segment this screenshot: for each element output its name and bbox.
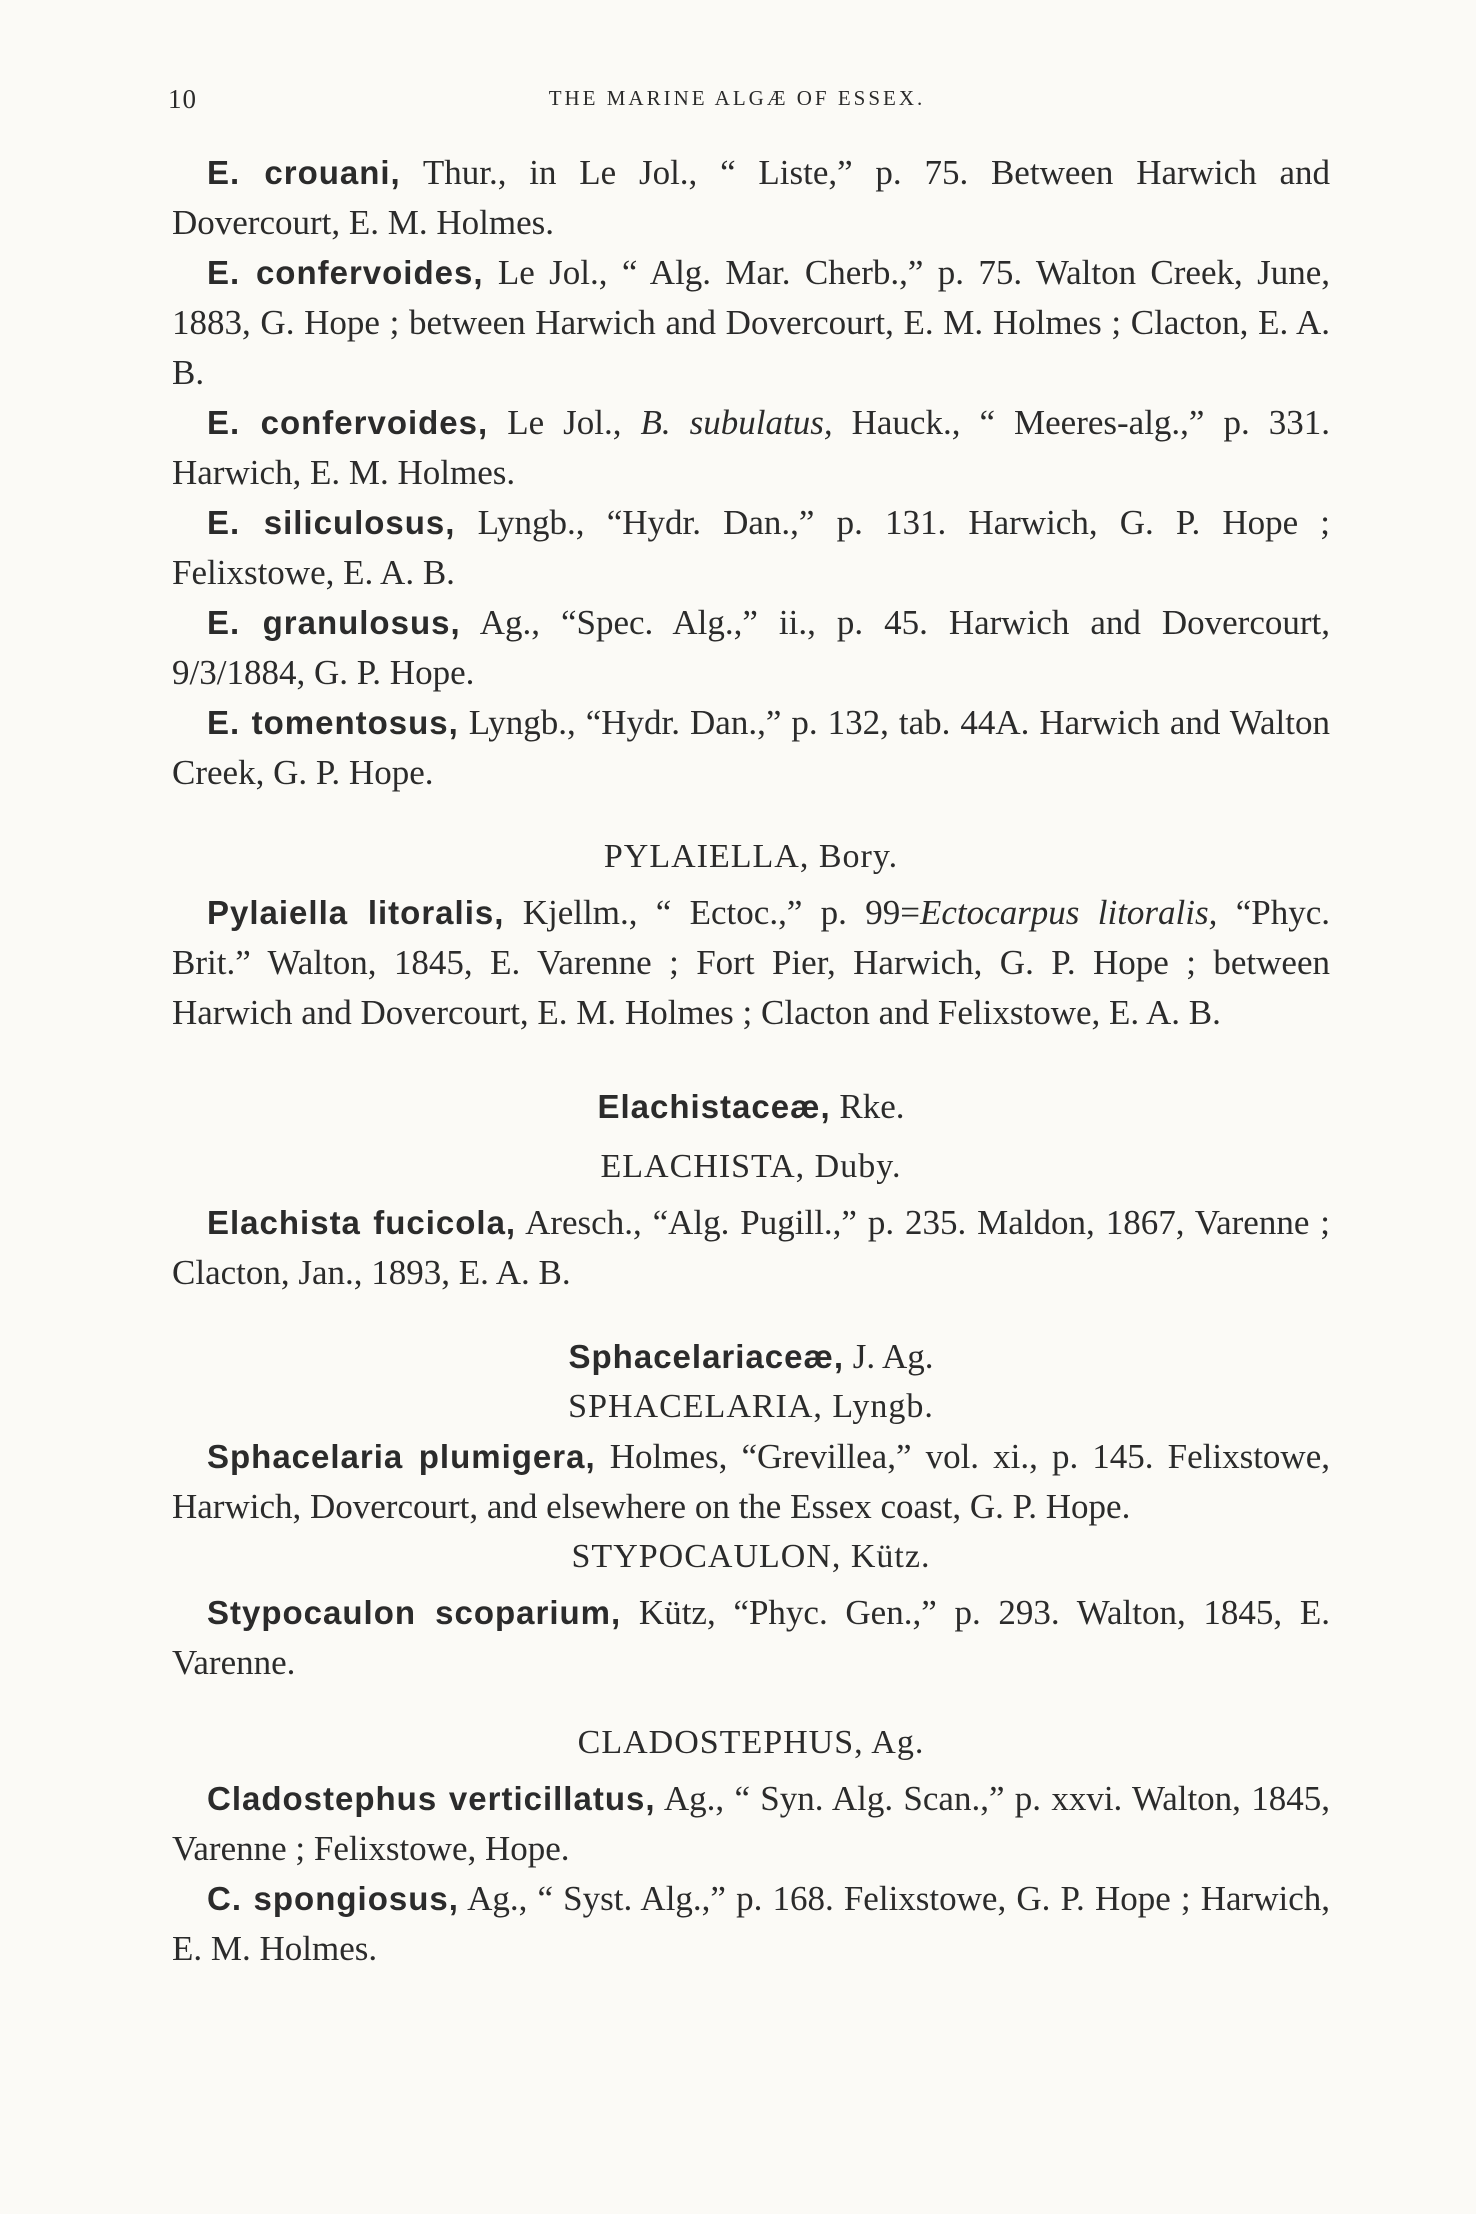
entry-e-granulosus [172,598,1330,698]
document-body [172,148,1330,1974]
species-name: Sphacelaria plumigera, [207,1438,596,1475]
entry-stypocaulon-scoparium [172,1588,1330,1688]
entry-text: Holmes, “Grevillea,” vol. xi., p. 145. Felixstowe, Harwich, Dovercourt, and elsewhere on the Essex coast, G. P. Hope. [172,1437,1330,1526]
entry-e-confervoides [172,248,1330,398]
page-number: 10 [168,84,197,114]
running-head [168,84,1306,124]
family-name: Elachistaceæ, [597,1088,831,1125]
entry-pylaiella-litoralis [172,888,1330,1038]
species-name: E. crouani, [207,154,401,191]
entry-text: Kütz, “Phyc. Gen.,” p. 293. Walton, 1845, E. Varenne. [172,1593,1330,1682]
entry-text: Le Jol., “ Alg. Mar. Cherb.,” p. 75. Walton Creek, June, 1883, G. Hope ; between Harwich and Dovercourt, E. M. Holmes ; Clacton, E. A. B. [172,253,1330,392]
entry-text: Hauck., “ Meeres-alg.,” p. 331. Harwich, E. M. Holmes. [172,403,1330,492]
family-heading-sphacelariaceae [172,1332,1330,1382]
running-title: THE MARINE ALGÆ OF ESSEX. [548,86,926,110]
species-name: Cladostephus verticillatus, [207,1780,656,1817]
species-name: Pylaiella litoralis, [207,894,505,931]
entry-text: “Phyc. Brit.” Walton, 1845, E. Varenne ; Fort Pier, Harwich, G. P. Hope ; between Harwich and Dovercourt, E. M. Holmes ; Clacton and Felixstowe, E. A. B. [172,893,1331,1032]
species-name: Elachista fucicola, [207,1204,517,1241]
entry-text: Le Jol., [507,403,622,442]
species-name: E. confervoides, [207,254,484,291]
genus-heading-stypocaulon: STYPOCAULON, Kütz. [571,1538,931,1575]
entry-e-crouani [172,148,1330,248]
species-name: E. granulosus, [207,604,461,641]
entry-c-spongiosus [172,1874,1330,1974]
species-name: C. spongiosus, [207,1880,459,1917]
entry-text: Ag., “ Syn. Alg. Scan.,” p. xxvi. Walton, 1845, Varenne ; Felixstowe, Hope. [172,1779,1330,1868]
italic-synonym: B. subulatus, [640,403,833,442]
genus-heading-pylaiella: PYLAIELLA, Bory. [603,838,899,875]
entry-elachista-fucicola [172,1198,1330,1298]
entry-text: Lyngb., “Hydr. Dan.,” p. 132, tab. 44A. Harwich and Walton Creek, G. P. Hope. [172,703,1330,792]
species-name: Stypocaulon scoparium, [207,1594,622,1631]
entry-text: Ag., “ Syst. Alg.,” p. 168. Felixstowe, G. P. Hope ; Harwich, E. M. Holmes. [172,1879,1330,1968]
entry-text: Lyngb., “Hydr. Dan.,” p. 131. Harwich, G. P. Hope ; Felixstowe, E. A. B. [172,503,1331,592]
genus-heading-cladostephus: CLADOSTEPHUS, Ag. [577,1724,925,1761]
family-author: J. Ag. [852,1337,934,1376]
species-name: E. tomentosus, [207,704,459,741]
genus-heading-sphacelaria: SPHACELARIA, Lyngb. [568,1388,934,1425]
species-name: E. siliculosus, [207,504,456,541]
family-name: Sphacelariaceæ, [568,1338,845,1375]
family-heading-elachistaceae [172,1082,1330,1132]
entry-e-tomentosus [172,698,1330,798]
entry-sphacelaria-plumigera [172,1432,1330,1532]
family-author: Rke. [839,1087,905,1126]
genus-heading-elachista: ELACHISTA, Duby. [600,1148,902,1185]
entry-e-confervoides-subulatus [172,398,1330,498]
entry-text: Kjellm., “ Ectoc.,” p. 99= [522,893,921,932]
species-name: E. confervoides, [207,404,489,441]
entry-cladostephus-verticillatus [172,1774,1330,1874]
entry-text: Ag., “Spec. Alg.,” ii., p. 45. Harwich and Dovercourt, 9/3/1884, G. P. Hope. [172,603,1331,692]
entry-text: Aresch., “Alg. Pugill.,” p. 235. Maldon, 1867, Varenne ; Clacton, Jan., 1893, E. A. B. [172,1203,1330,1292]
italic-synonym: Ectocarpus litoralis, [920,893,1218,932]
entry-e-siliculosus [172,498,1330,598]
entry-text: Thur., in Le Jol., “ Liste,” p. 75. Between Harwich and Dovercourt, E. M. Holmes. [172,153,1330,242]
